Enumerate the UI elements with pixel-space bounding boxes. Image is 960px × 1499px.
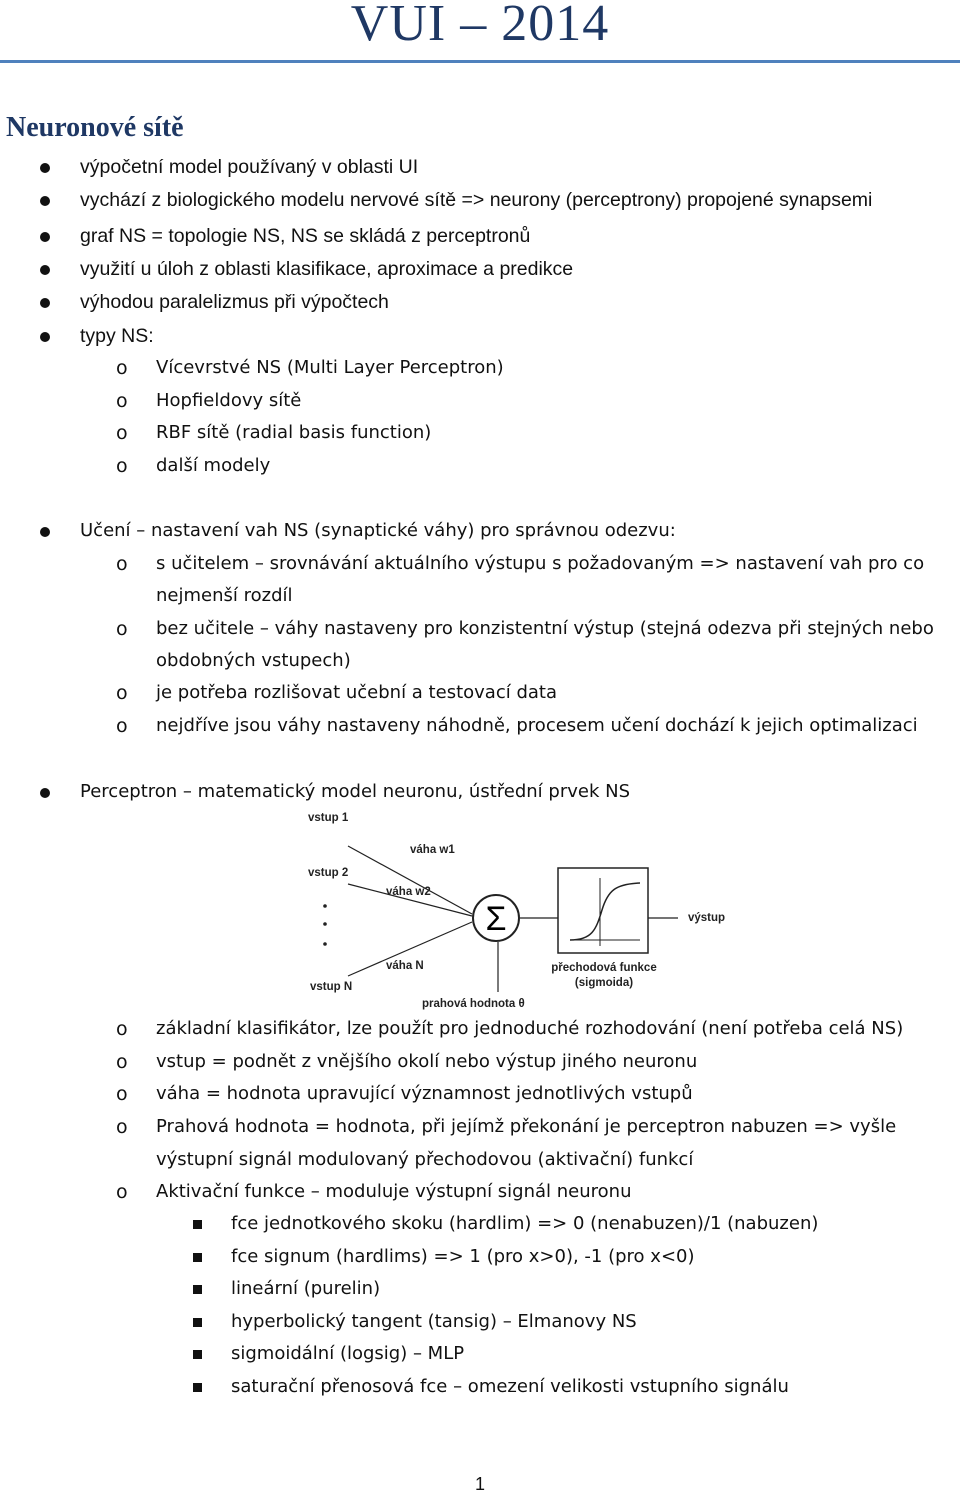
page-number: 1 [474,1474,485,1494]
input-1-label: vstup 1 [308,812,349,824]
bullet-square [193,1285,202,1294]
bullet-circle: o [116,1051,128,1073]
bullet-dot [40,232,50,242]
bullet-circle: o [116,1083,128,1105]
title-underline [0,60,960,63]
activation-sublabel: (sigmoida) [574,977,634,989]
bullet-square [193,1253,202,1262]
weight-2-label: váha w2 [386,886,431,898]
bullet-circle: o [116,1181,128,1203]
bullet-circle: o [116,1116,128,1138]
bullet-square [193,1220,202,1229]
bullet-circle: o [116,715,128,737]
output-label: výstup [688,912,726,924]
bullet-square [193,1350,202,1359]
bullet-circle: o [116,618,128,640]
bullet-dot [40,196,50,206]
perceptron-diagram [300,806,740,1014]
bullet-circle: o [116,682,128,704]
weight-n-label: váha N [386,960,424,972]
bullet-dot [40,163,50,173]
input-n-label: vstup N [310,981,353,993]
bullet-dot [40,527,50,537]
bullet-dot [40,298,50,308]
ellipsis-dot [323,922,327,926]
section-heading: Neuronové sítě [6,112,184,143]
activation-label: přechodová funkce [551,962,657,974]
ellipsis-dot [323,904,327,908]
bullet-square [193,1383,202,1392]
bullet-dot [40,265,50,275]
sum-symbol: Σ [485,900,507,938]
bullet-circle: o [116,390,128,412]
input-2-label: vstup 2 [308,867,349,879]
bullet-dot [40,332,50,342]
bullet-square [193,1318,202,1327]
document-title: VUI – 2014 [350,0,610,52]
bullet-dot [40,788,50,798]
bullet-circle: o [116,1018,128,1040]
ellipsis-dot [323,942,327,946]
threshold-label: prahová hodnota θ [422,998,525,1010]
bullet-circle: o [116,553,128,575]
bullet-circle: o [116,455,128,477]
bullet-circle: o [116,357,128,379]
weight-1-label: váha w1 [410,844,455,856]
bullet-circle: o [116,422,128,444]
